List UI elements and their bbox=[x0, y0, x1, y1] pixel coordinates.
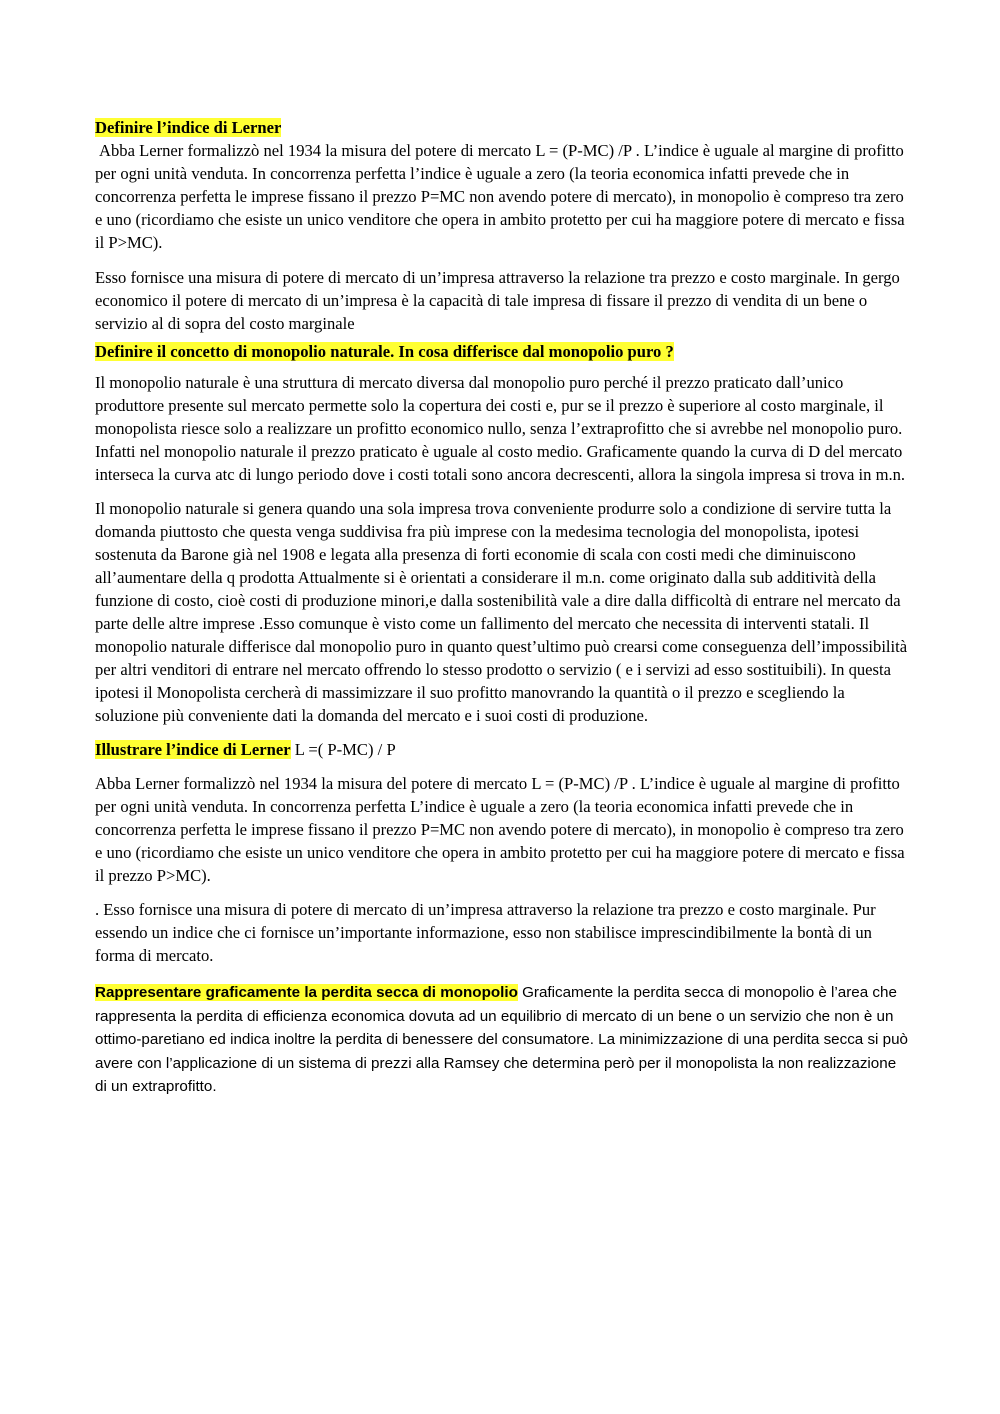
question-heading-lerner-illustration bbox=[95, 738, 910, 761]
paragraph: Esso fornisce una misura di potere di mercato di un’impresa attraverso la relazione tra prezzo e costo marginale. In gergo economico il potere di mercato di un’impresa è la capacità di tale impresa di fissare il prezzo di vendita di un bene o servizio al di sopra del costo marginale bbox=[95, 268, 900, 333]
highlighted-heading: Rappresentare graficamente la perdita secca di monopolio bbox=[95, 984, 518, 1001]
highlighted-heading: Illustrare l’indice di Lerner bbox=[95, 740, 291, 759]
paragraph: Il monopolio naturale è una struttura di mercato diversa dal monopolio puro perché il prezzo praticato dall’unico produttore presente sul mercato permette solo la copertura dei costi e, pur se il prezzo è superiore al costo marginale, il monopolista riesce solo a realizzare un profitto economico nullo, senza l’extraprofitto che si avrebbe nel monopolio puro. Infatti nel monopolio naturale il prezzo praticato è uguale al costo medio. Graficamente quando la curva di D del mercato interseca la curva atc di lungo periodo dove i costi totali sono ancora decrescenti, allora la singola impresa si trova in m.n. bbox=[95, 373, 906, 484]
answer-text: Graficamente la perdita secca di monopolio è l’area che rappresenta la perdita di efficienza economica dovuta ad un equilibrio di mercato di un bene o un servizio che non è un ottimo-paretiano ed indica inoltre la perdita di benessere del consumatore. La minimizzazione di una perdita secca si può avere con l’applicazione di un sistema di prezzi alla Ramsey che determina però per il monopolista la non realizzazione di un extraprofitto. bbox=[95, 984, 908, 1095]
question-heading-natural-monopoly bbox=[95, 340, 910, 363]
document-body bbox=[95, 116, 910, 1099]
highlighted-heading: Definire l’indice di Lerner bbox=[95, 118, 282, 137]
question-deadweight-loss bbox=[95, 981, 910, 1099]
paragraph: . Esso fornisce una misura di potere di mercato di un’impresa attraverso la relazione tra prezzo e costo marginale. Pur essendo un indice che ci fornisce un’importante informazione, esso non stabilisce imprescindibilmente la bontà di un forma di mercato. bbox=[95, 900, 876, 965]
paragraph: Abba Lerner formalizzò nel 1934 la misura del potere di mercato L = (P-MC) /P . L’indice è uguale al margine di profitto per ogni unità venduta. In concorrenza perfetta L’indice è uguale a zero (la teoria economica infatti prevede che in concorrenza perfetta le imprese fissano il prezzo P=MC non avendo potere di mercato), in monopolio è compreso tra zero e uno (ricordiamo che esiste un unico venditore che opera in ambito protetto per cui ha maggiore potere di mercato e fissa il prezzo P>MC). bbox=[95, 774, 905, 885]
highlighted-heading: Definire il concetto di monopolio naturale. In cosa differisce dal monopolio puro ? bbox=[95, 342, 674, 361]
paragraph: Abba Lerner formalizzò nel 1934 la misura del potere di mercato L = (P-MC) /P . L’indice è uguale al margine di profitto per ogni unità venduta. In concorrenza perfetta l’indice è uguale a zero (la teoria economica infatti prevede che in concorrenza perfetta le imprese fissano il prezzo P=MC non avendo potere di mercato), in monopolio è compreso tra zero e uno (ricordiamo che esiste un unico venditore che opera in ambito protetto per cui ha maggiore potere di mercato e fissa il P>MC). bbox=[95, 141, 905, 252]
paragraph: Il monopolio naturale si genera quando una sola impresa trova conveniente produrre solo a condizione di servire tutta la domanda piuttosto che questa venga suddivisa fra più imprese con la medesima tecnologia del monopolista, ipotesi sostenuta da Barone già nel 1908 e legata alla presenza di forti economie di scala con costi medi che diminuiscono all’aumentare della q prodotta Attualmente si è orientati a considerare il m.n. come originato dalla sub additività della funzione di costo, cioè costi di produzione minori,e dalla sostenibilità vale a dire dalla difficoltà di entrare nel mercato da parte delle altre imprese .Esso comunque è visto come un fallimento del mercato che necessita di interventi statali. Il monopolio naturale differisce dal monopolio puro in quanto quest’ultimo può crearsi come conseguenza dell’impossibilità per altri venditori di entrare nel mercato offrendo lo stesso prodotto o servizio ( e i servizi ad esso sostituibili). In questa ipotesi il Monopolista cercherà di massimizzare il suo profitto manovrando la quantità o il prezzo e scegliendo la soluzione più conveniente dati la domanda del mercato e i suoi costi di produzione. bbox=[95, 499, 908, 725]
lerner-formula: L =( P-MC) / P bbox=[290, 740, 396, 759]
question-heading-lerner-definition bbox=[95, 116, 910, 139]
